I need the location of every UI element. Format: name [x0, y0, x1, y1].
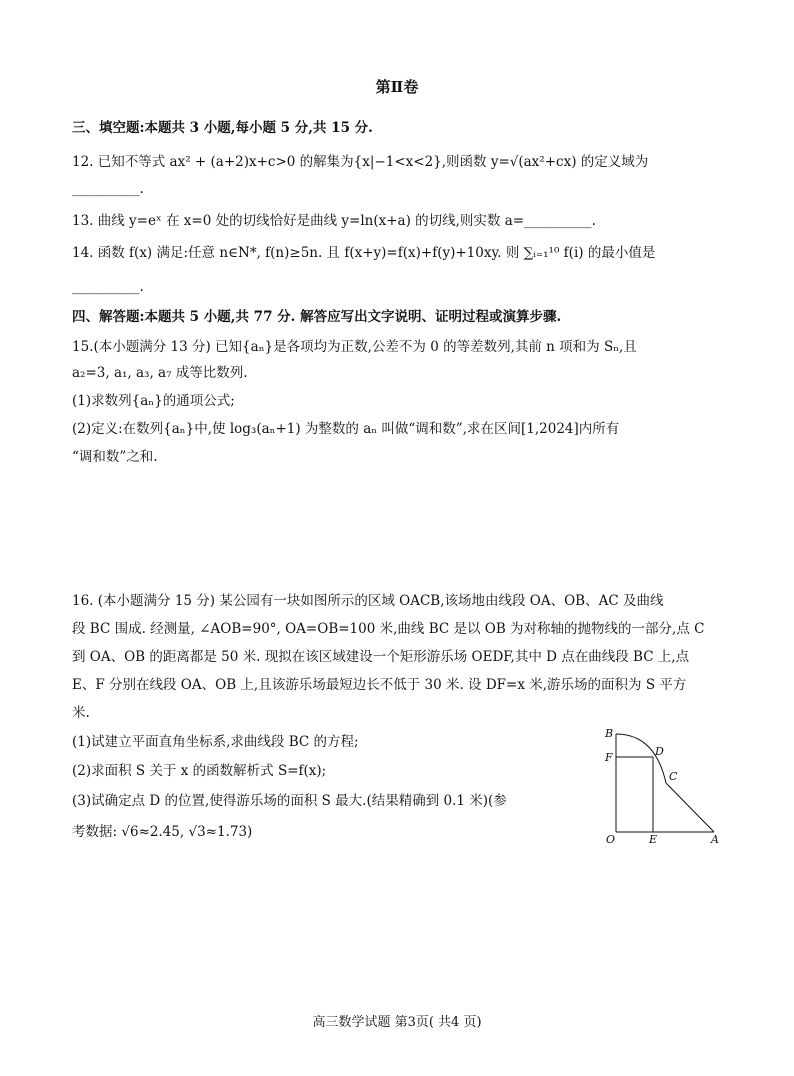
label-o: O [606, 833, 616, 846]
section-title: 第Ⅱ卷 [375, 78, 419, 96]
question-15-part2-line2: “调和数”之和. [72, 449, 158, 465]
question-16-part1: (1)试建立平面直角坐标系,求曲线段 BC 的方程; [72, 734, 359, 750]
segment-ac [666, 783, 714, 832]
label-f: F [605, 751, 613, 764]
region-oacb-figure [600, 722, 730, 847]
question-15-part2-line1: (2)定义:在数列{aₙ}中,使 log₃(aₙ+1) 为整数的 aₙ 叫做“调和数”,求在区间[1,2024]内所有 [72, 421, 620, 437]
answer-heading: 四、解答题:本题共 5 小题,共 77 分. 解答应写出文字说明、证明过程或演算步骤. [72, 309, 562, 325]
label-b: B [605, 727, 614, 740]
fill-in-heading: 三、填空题:本题共 3 小题,每小题 5 分,共 15 分. [72, 120, 373, 136]
question-15-line2: a₂=3, a₁, a₃, a₇ 成等比数列. [72, 365, 248, 381]
label-c: C [669, 770, 678, 783]
question-16-line3: 到 OA、OB 的距离都是 50 米. 现拟在该区域建设一个矩形游乐场 OEDF,其中 D 点在曲线段 BC 上,点 [72, 649, 690, 665]
question-16-line2: 段 BC 围成. 经测量, ∠AOB=90°, OA=OB=100 米,曲线 BC 是以 OB 为对称轴的抛物线的一部分,点 C [72, 621, 705, 637]
curve-bc [616, 734, 666, 783]
question-14-line2: __________. [72, 279, 144, 295]
label-d: D [655, 745, 664, 758]
question-15-line1: 15.(本小题满分 13 分) 已知{aₙ}是各项均为正数,公差不为 0 的等差数列,其前 n 项和为 Sₙ,且 [72, 339, 637, 355]
label-e: E [649, 833, 658, 846]
question-15-part1: (1)求数列{aₙ}的通项公式; [72, 393, 235, 409]
question-16-line1: 16. (本小题满分 15 分) 某公园有一块如图所示的区域 OACB,该场地由线段 OA、OB、AC 及曲线 [72, 593, 664, 609]
question-16-part2: (2)求面积 S 关于 x 的函数解析式 S=f(x); [72, 763, 327, 779]
question-13: 13. 曲线 y=eˣ 在 x=0 处的切线恰好是曲线 y=ln(x+a) 的切线,则实数 a=__________. [72, 213, 596, 229]
question-12-line1: 12. 已知不等式 ax² + (a+2)x+c>0 的解集为{x|−1<x<2},则函数 y=√(ax²+cx) 的定义域为 [72, 154, 649, 170]
question-14-line1: 14. 函数 f(x) 满足:任意 n∈N*, f(n)≥5n. 且 f(x+y)=f(x)+f(y)+10xy. 则 ∑ᵢ₌₁¹⁰ f(i) 的最小值是 [72, 245, 656, 261]
question-12-line2: __________. [72, 181, 144, 197]
question-16-line5: 米. [72, 705, 90, 721]
question-16-line4: E、F 分别在线段 OA、OB 上,且该游乐场最短边长不低于 30 米. 设 DF=x 米,游乐场的面积为 S 平方 [72, 677, 687, 693]
page-footer: 高三数学试题 第3页( 共4 页) [312, 1015, 482, 1030]
question-16-part3-line2: 考数据: √6≈2.45, √3≈1.73) [72, 824, 253, 840]
label-a: A [711, 833, 719, 846]
question-16-part3-line1: (3)试确定点 D 的位置,使得游乐场的面积 S 最大.(结果精确到 0.1 米)(参 [72, 793, 507, 809]
